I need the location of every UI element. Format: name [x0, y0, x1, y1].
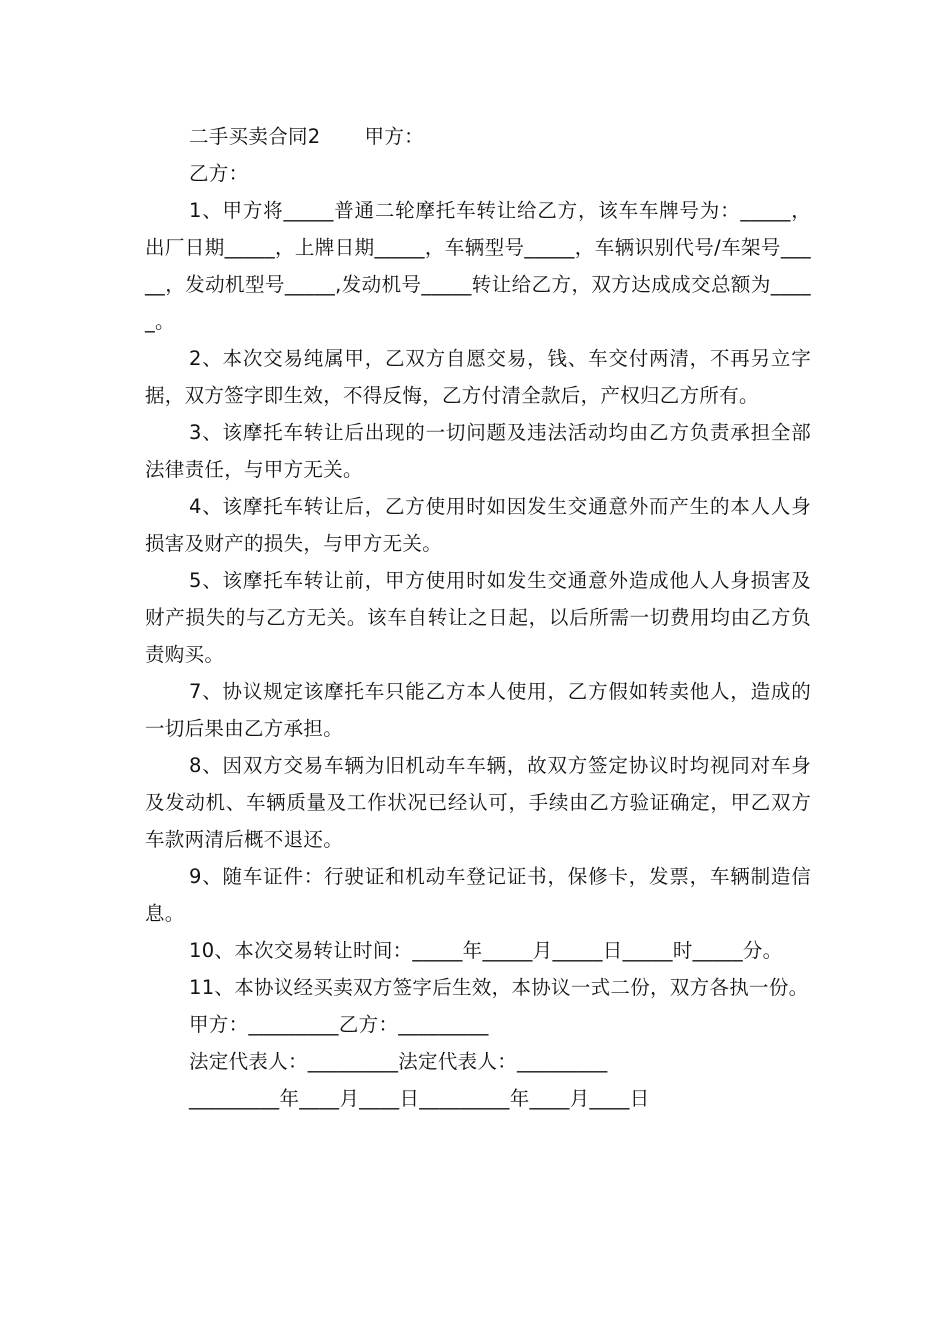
clause-9: 9、随车证件：行驶证和机动车登记证书，保修卡，发票，车辆制造信息。 — [145, 865, 811, 925]
clause-1: 1、甲方将_____普通二轮摩托车转让给乙方，该车车牌号为：_____，出厂日期_____，上牌日期_____，车辆型号_____，车辆识别代号/车架号_____，发动机型号_____,发动机号_____转让给乙方，双方达成成交总额为_____。 — [145, 199, 811, 333]
contract-body — [145, 118, 811, 1117]
clause-3: 3、该摩托车转让后出现的一切问题及违法活动均由乙方负责承担全部法律责任，与甲方无关。 — [145, 421, 811, 481]
contract-title: 二手买卖合同2 — [189, 125, 321, 148]
signature-parties-line: 甲方：_________乙方：_________ — [189, 1013, 489, 1036]
clause-8: 8、因双方交易车辆为旧机动车车辆，故双方签定协议时均视同对车身及发动机、车辆质量及工作状况已经认可，手续由乙方验证确定，甲乙双方车款两清后概不退还。 — [145, 754, 811, 851]
clause-11: 11、本协议经买卖双方签字后生效，本协议一式二份，双方各执一份。 — [189, 976, 809, 999]
clause-7: 7、协议规定该摩托车只能乙方本人使用，乙方假如转卖他人，造成的一切后果由乙方承担。 — [145, 680, 811, 740]
clause-4: 4、该摩托车转让后，乙方使用时如因发生交通意外而产生的本人人身损害及财产的损失，与甲方无关。 — [145, 495, 811, 555]
party-b-label: 乙方： — [189, 162, 249, 185]
clause-2: 2、本次交易纯属甲，乙双方自愿交易，钱、车交付两清，不再另立字据，双方签字即生效，不得反悔，乙方付清全款后，产权归乙方所有。 — [145, 347, 811, 407]
clause-5: 5、该摩托车转让前，甲方使用时如发生交通意外造成他人人身损害及财产损失的与乙方无关。该车自转让之日起，以后所需一切费用均由乙方负责购买。 — [145, 569, 811, 666]
signature-representatives-line: 法定代表人：_________法定代表人：_________ — [189, 1050, 608, 1073]
clause-10: 10、本次交易转让时间：_____年_____月_____日_____时_____分。 — [189, 939, 783, 962]
title-line — [145, 118, 811, 155]
party-a-label: 甲方： — [364, 125, 424, 148]
signature-dates-line: _________年____月____日_________年____月____日 — [189, 1087, 650, 1110]
